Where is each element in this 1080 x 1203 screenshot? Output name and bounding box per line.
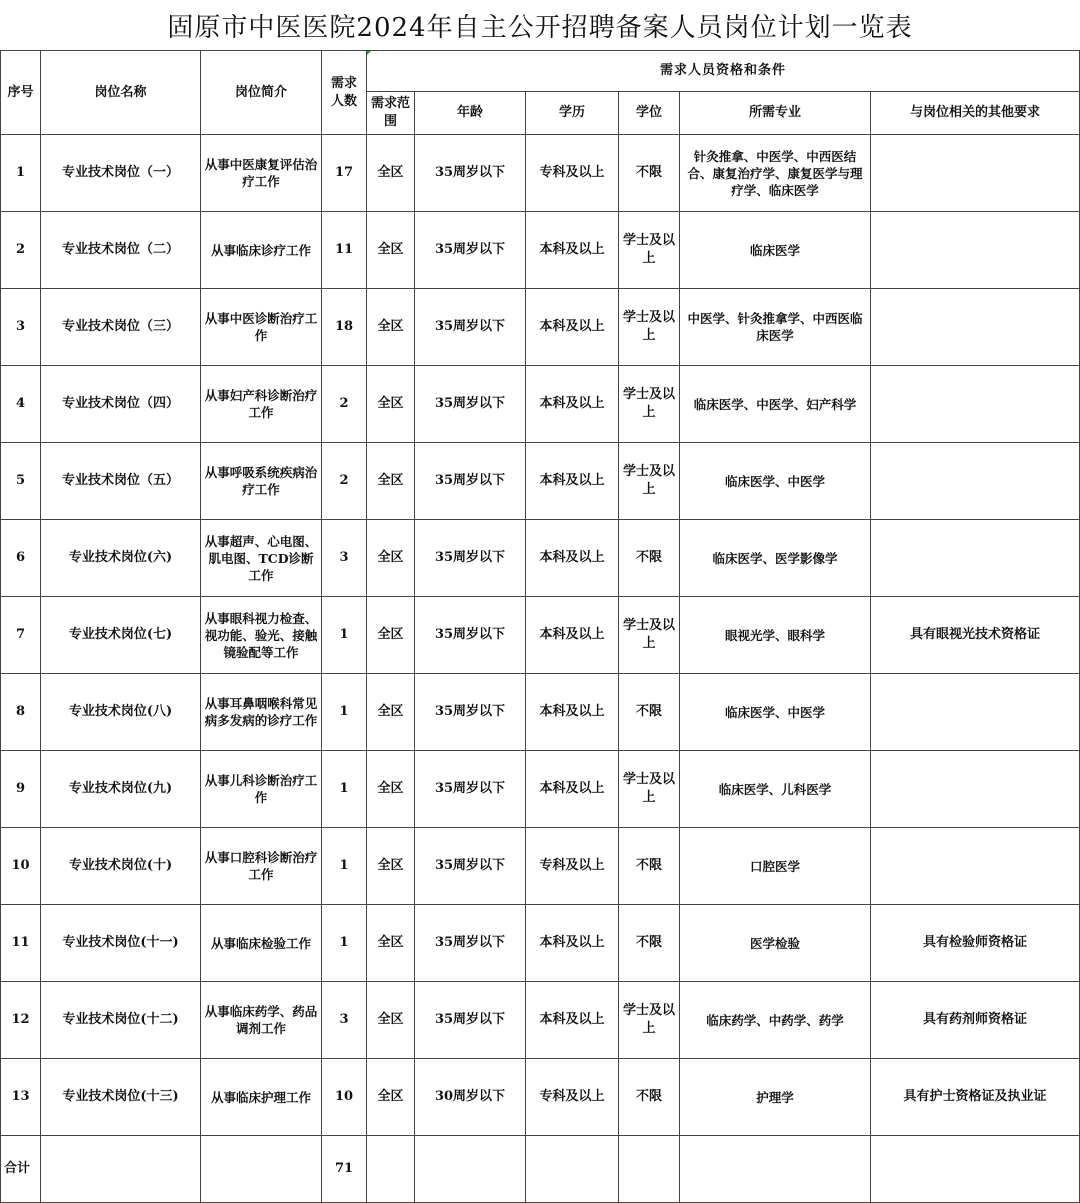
table-row bbox=[1, 212, 1080, 289]
cell-position-name: 专业技术岗位(八) bbox=[41, 674, 201, 751]
table-row bbox=[1, 366, 1080, 443]
cell-position-desc: 从事超声、心电图、肌电图、TCD诊断工作 bbox=[201, 520, 322, 597]
cell-seq: 5 bbox=[1, 443, 41, 520]
cell-other bbox=[871, 289, 1080, 366]
cell-education: 本科及以上 bbox=[526, 674, 619, 751]
empty-cell bbox=[619, 1136, 680, 1203]
cell-age: 35周岁以下 bbox=[415, 597, 526, 674]
cell-seq: 11 bbox=[1, 905, 41, 982]
cell-position-name: 专业技术岗位(七) bbox=[41, 597, 201, 674]
cell-education: 专科及以上 bbox=[526, 828, 619, 905]
cell-major: 临床医学、医学影像学 bbox=[680, 520, 871, 597]
cell-degree: 不限 bbox=[619, 828, 680, 905]
cell-count: 2 bbox=[322, 443, 367, 520]
header-position-name: 岗位名称 bbox=[41, 51, 201, 135]
header-qualifications: 需求人员资格和条件 bbox=[367, 51, 1080, 92]
cell-count: 10 bbox=[322, 1059, 367, 1136]
cell-scope: 全区 bbox=[367, 905, 415, 982]
recruitment-table bbox=[0, 50, 1080, 1203]
cell-education: 本科及以上 bbox=[526, 597, 619, 674]
cell-position-name: 专业技术岗位（三） bbox=[41, 289, 201, 366]
table-row bbox=[1, 597, 1080, 674]
cell-position-desc: 从事临床检验工作 bbox=[201, 905, 322, 982]
cell-scope: 全区 bbox=[367, 366, 415, 443]
cell-other bbox=[871, 674, 1080, 751]
cell-major: 口腔医学 bbox=[680, 828, 871, 905]
cell-position-desc: 从事耳鼻咽喉科常见病多发病的诊疗工作 bbox=[201, 674, 322, 751]
cell-position-desc: 从事口腔科诊断治疗工作 bbox=[201, 828, 322, 905]
cell-other: 具有药剂师资格证 bbox=[871, 982, 1080, 1059]
cell-position-desc: 从事中医康复评估治疗工作 bbox=[201, 135, 322, 212]
cell-age: 35周岁以下 bbox=[415, 982, 526, 1059]
cell-position-name: 专业技术岗位(十三) bbox=[41, 1059, 201, 1136]
empty-cell bbox=[41, 1136, 201, 1203]
cell-seq: 7 bbox=[1, 597, 41, 674]
cell-position-name: 专业技术岗位(十) bbox=[41, 828, 201, 905]
cell-position-desc: 从事临床护理工作 bbox=[201, 1059, 322, 1136]
cell-count: 3 bbox=[322, 982, 367, 1059]
cell-age: 35周岁以下 bbox=[415, 289, 526, 366]
header-position-desc: 岗位简介 bbox=[201, 51, 322, 135]
cell-education: 本科及以上 bbox=[526, 520, 619, 597]
cell-other: 具有检验师资格证 bbox=[871, 905, 1080, 982]
header-age: 年龄 bbox=[415, 92, 526, 135]
table-row bbox=[1, 905, 1080, 982]
cell-education: 专科及以上 bbox=[526, 135, 619, 212]
cell-seq: 4 bbox=[1, 366, 41, 443]
cell-count: 18 bbox=[322, 289, 367, 366]
total-count: 71 bbox=[322, 1136, 367, 1203]
header-education: 学历 bbox=[526, 92, 619, 135]
cell-scope: 全区 bbox=[367, 751, 415, 828]
cell-other bbox=[871, 828, 1080, 905]
cell-position-name: 专业技术岗位(六) bbox=[41, 520, 201, 597]
cell-position-desc: 从事眼科视力检查、视功能、验光、接触镜验配等工作 bbox=[201, 597, 322, 674]
cell-education: 本科及以上 bbox=[526, 366, 619, 443]
cell-seq: 8 bbox=[1, 674, 41, 751]
cell-count: 1 bbox=[322, 828, 367, 905]
cell-education: 本科及以上 bbox=[526, 289, 619, 366]
cell-degree: 学士及以上 bbox=[619, 751, 680, 828]
cell-age: 35周岁以下 bbox=[415, 751, 526, 828]
cell-degree: 学士及以上 bbox=[619, 212, 680, 289]
cell-age: 35周岁以下 bbox=[415, 443, 526, 520]
cell-scope: 全区 bbox=[367, 828, 415, 905]
cell-major: 临床药学、中药学、药学 bbox=[680, 982, 871, 1059]
cell-scope: 全区 bbox=[367, 674, 415, 751]
cell-major: 中医学、针灸推拿学、中西医临床医学 bbox=[680, 289, 871, 366]
cell-position-name: 专业技术岗位（四） bbox=[41, 366, 201, 443]
cell-major: 临床医学 bbox=[680, 212, 871, 289]
header-major: 所需专业 bbox=[680, 92, 871, 135]
table-row bbox=[1, 135, 1080, 212]
total-row bbox=[1, 1136, 1080, 1203]
cell-other: 具有眼视光技术资格证 bbox=[871, 597, 1080, 674]
cell-count: 3 bbox=[322, 520, 367, 597]
cell-degree: 不限 bbox=[619, 1059, 680, 1136]
cell-count: 1 bbox=[322, 751, 367, 828]
cell-seq: 6 bbox=[1, 520, 41, 597]
cell-scope: 全区 bbox=[367, 1059, 415, 1136]
cell-scope: 全区 bbox=[367, 135, 415, 212]
cell-seq: 10 bbox=[1, 828, 41, 905]
cell-degree: 学士及以上 bbox=[619, 597, 680, 674]
empty-cell bbox=[680, 1136, 871, 1203]
cell-count: 1 bbox=[322, 905, 367, 982]
cell-seq: 13 bbox=[1, 1059, 41, 1136]
cell-degree: 学士及以上 bbox=[619, 982, 680, 1059]
empty-cell bbox=[871, 1136, 1080, 1203]
cell-major: 医学检验 bbox=[680, 905, 871, 982]
cell-position-desc: 从事呼吸系统疾病治疗工作 bbox=[201, 443, 322, 520]
cell-age: 35周岁以下 bbox=[415, 135, 526, 212]
cell-education: 专科及以上 bbox=[526, 1059, 619, 1136]
cell-position-desc: 从事中医诊断治疗工作 bbox=[201, 289, 322, 366]
cell-scope: 全区 bbox=[367, 982, 415, 1059]
cell-position-desc: 从事儿科诊断治疗工作 bbox=[201, 751, 322, 828]
cell-education: 本科及以上 bbox=[526, 905, 619, 982]
cell-degree: 学士及以上 bbox=[619, 366, 680, 443]
cell-age: 35周岁以下 bbox=[415, 828, 526, 905]
cell-degree: 不限 bbox=[619, 520, 680, 597]
cell-count: 1 bbox=[322, 674, 367, 751]
table-row bbox=[1, 828, 1080, 905]
cell-position-desc: 从事临床药学、药品调剂工作 bbox=[201, 982, 322, 1059]
header-scope: 需求范围 bbox=[367, 92, 415, 135]
cell-degree: 不限 bbox=[619, 674, 680, 751]
cell-education: 本科及以上 bbox=[526, 212, 619, 289]
cell-position-name: 专业技术岗位(十一) bbox=[41, 905, 201, 982]
cell-major: 临床医学、儿科医学 bbox=[680, 751, 871, 828]
cell-seq: 12 bbox=[1, 982, 41, 1059]
total-label: 合计 bbox=[1, 1136, 41, 1203]
cell-age: 35周岁以下 bbox=[415, 674, 526, 751]
cell-scope: 全区 bbox=[367, 520, 415, 597]
cell-degree: 学士及以上 bbox=[619, 443, 680, 520]
cell-position-desc: 从事妇产科诊断治疗工作 bbox=[201, 366, 322, 443]
cell-scope: 全区 bbox=[367, 212, 415, 289]
cell-seq: 1 bbox=[1, 135, 41, 212]
cell-age: 30周岁以下 bbox=[415, 1059, 526, 1136]
header-row bbox=[1, 51, 1080, 92]
table-row bbox=[1, 443, 1080, 520]
cell-age: 35周岁以下 bbox=[415, 520, 526, 597]
cell-major: 临床医学、中医学 bbox=[680, 674, 871, 751]
cell-degree: 不限 bbox=[619, 905, 680, 982]
cell-major: 护理学 bbox=[680, 1059, 871, 1136]
cell-scope: 全区 bbox=[367, 289, 415, 366]
cell-degree: 不限 bbox=[619, 135, 680, 212]
cell-age: 35周岁以下 bbox=[415, 366, 526, 443]
header-seq: 序号 bbox=[1, 51, 41, 135]
cell-count: 1 bbox=[322, 597, 367, 674]
cell-position-name: 专业技术岗位(十二) bbox=[41, 982, 201, 1059]
cell-position-name: 专业技术岗位（一） bbox=[41, 135, 201, 212]
cell-count: 2 bbox=[322, 366, 367, 443]
cell-scope: 全区 bbox=[367, 443, 415, 520]
table-row bbox=[1, 1059, 1080, 1136]
empty-cell bbox=[201, 1136, 322, 1203]
cell-other: 具有护士资格证及执业证 bbox=[871, 1059, 1080, 1136]
cell-age: 35周岁以下 bbox=[415, 212, 526, 289]
cell-scope: 全区 bbox=[367, 597, 415, 674]
cell-major: 临床医学、中医学、妇产科学 bbox=[680, 366, 871, 443]
cell-major: 针灸推拿、中医学、中西医结合、康复治疗学、康复医学与理疗学、临床医学 bbox=[680, 135, 871, 212]
cell-position-desc: 从事临床诊疗工作 bbox=[201, 212, 322, 289]
table-row bbox=[1, 289, 1080, 366]
cell-other bbox=[871, 443, 1080, 520]
cell-position-name: 专业技术岗位（二） bbox=[41, 212, 201, 289]
cell-education: 本科及以上 bbox=[526, 982, 619, 1059]
page-title: 固原市中医医院2024年自主公开招聘备案人员岗位计划一览表 bbox=[0, 0, 1080, 51]
table-row bbox=[1, 674, 1080, 751]
header-degree: 学位 bbox=[619, 92, 680, 135]
cell-degree: 学士及以上 bbox=[619, 289, 680, 366]
cell-education: 本科及以上 bbox=[526, 443, 619, 520]
cell-seq: 2 bbox=[1, 212, 41, 289]
header-count: 需求人数 bbox=[322, 51, 367, 135]
cell-count: 17 bbox=[322, 135, 367, 212]
cell-major: 临床医学、中医学 bbox=[680, 443, 871, 520]
cell-position-name: 专业技术岗位（五） bbox=[41, 443, 201, 520]
cell-major: 眼视光学、眼科学 bbox=[680, 597, 871, 674]
cell-seq: 9 bbox=[1, 751, 41, 828]
cell-position-name: 专业技术岗位(九) bbox=[41, 751, 201, 828]
cell-other bbox=[871, 212, 1080, 289]
table-row bbox=[1, 520, 1080, 597]
table-row bbox=[1, 982, 1080, 1059]
cell-other bbox=[871, 366, 1080, 443]
cell-other bbox=[871, 751, 1080, 828]
cell-seq: 3 bbox=[1, 289, 41, 366]
table-row bbox=[1, 751, 1080, 828]
header-other: 与岗位相关的其他要求 bbox=[871, 92, 1080, 135]
cell-age: 35周岁以下 bbox=[415, 905, 526, 982]
cell-other bbox=[871, 135, 1080, 212]
empty-cell bbox=[526, 1136, 619, 1203]
cell-other bbox=[871, 520, 1080, 597]
empty-cell bbox=[367, 1136, 415, 1203]
cell-education: 本科及以上 bbox=[526, 751, 619, 828]
cell-count: 11 bbox=[322, 212, 367, 289]
empty-cell bbox=[415, 1136, 526, 1203]
